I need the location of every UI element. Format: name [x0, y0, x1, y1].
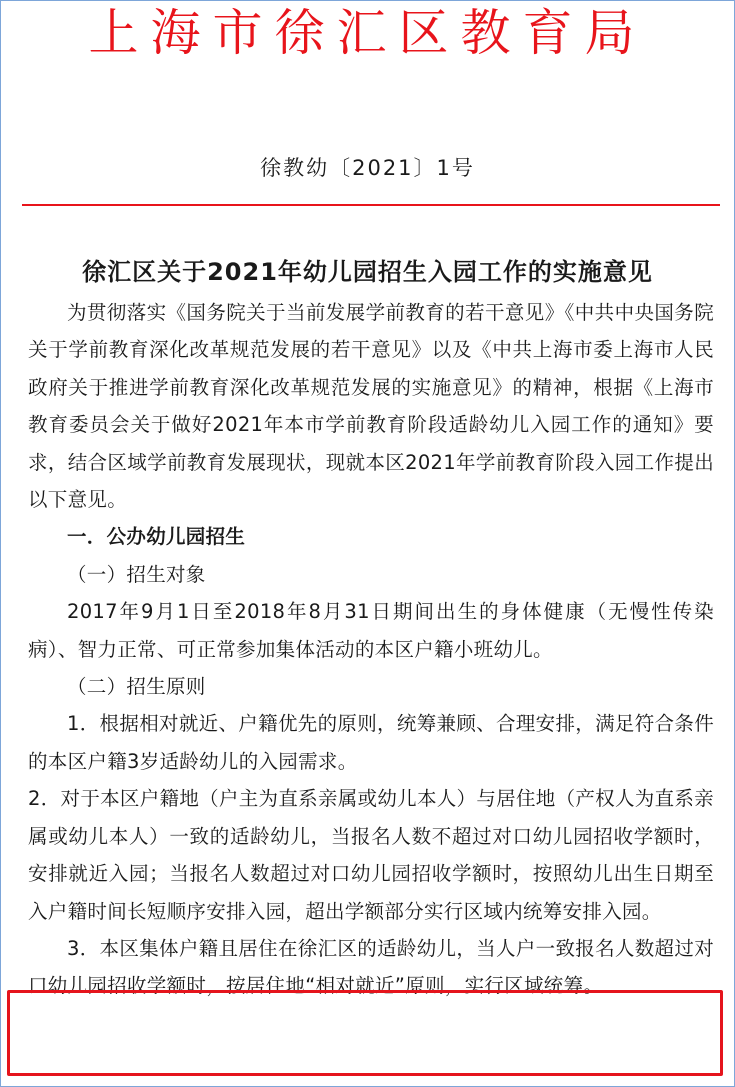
subsection-heading: （一）招生对象	[67, 562, 206, 586]
document-number: 徐教幼〔2021〕1号	[260, 156, 475, 180]
intro-paragraph: 为贯彻落实《国务院关于当前发展学前教育的若干意见》《中共中央国务院关于学前教育深化改革规范发展的若干意见》以及《中共上海市委上海市人民政府关于推进学前教育深化改革规范发展的实施意见》的精神，根据《上海市教育委员会关于做好2021年本市学前教育阶段适龄幼儿入园工作的通知》要求，结合区域学前教育发展现状，现就本区2021年学前教育阶段入园工作提出以下意见。	[28, 301, 714, 512]
red-divider	[22, 204, 720, 206]
subsection-heading: （二）招生原则	[67, 675, 206, 699]
rule-paragraph: 2．对于本区户籍地（户主为直系亲属或幼儿本人）与居住地（产权人为直系亲属或幼儿本人）一致的适龄幼儿，当报名人数不超过对口幼儿园招收学额时，安排就近入园；当报名人数超过对口幼儿园招收学额时，按照幼儿出生日期至入户籍时间长短顺序安排入园，超出学额部分实行区域内统筹安排入园。	[28, 787, 714, 923]
section-heading: 一．公办幼儿园招生	[67, 525, 246, 549]
rule-paragraph: 1．根据相对就近、户籍优先的原则，统筹兼顾、合理安排，满足符合条件的本区户籍3岁适龄幼儿的入园需求。	[28, 712, 714, 773]
highlight-box	[7, 990, 723, 1076]
document-title: 徐汇区关于2021年幼儿园招生入园工作的实施意见	[82, 258, 653, 286]
document-body	[28, 294, 714, 1005]
agency-header: 上海市徐汇区教育局	[88, 4, 647, 62]
enrollment-target-paragraph: 2017年9月1日至2018年8月31日期间出生的身体健康（无慢性传染病）、智力正常、可正常参加集体活动的本区户籍小班幼儿。	[28, 600, 714, 661]
rule-paragraph: 3．本区集体户籍且居住在徐汇区的适龄幼儿，当人户一致报名人数超过对口幼儿园招收学额时，按居住地“相对就近”原则，实行区域统筹。	[28, 936, 714, 998]
